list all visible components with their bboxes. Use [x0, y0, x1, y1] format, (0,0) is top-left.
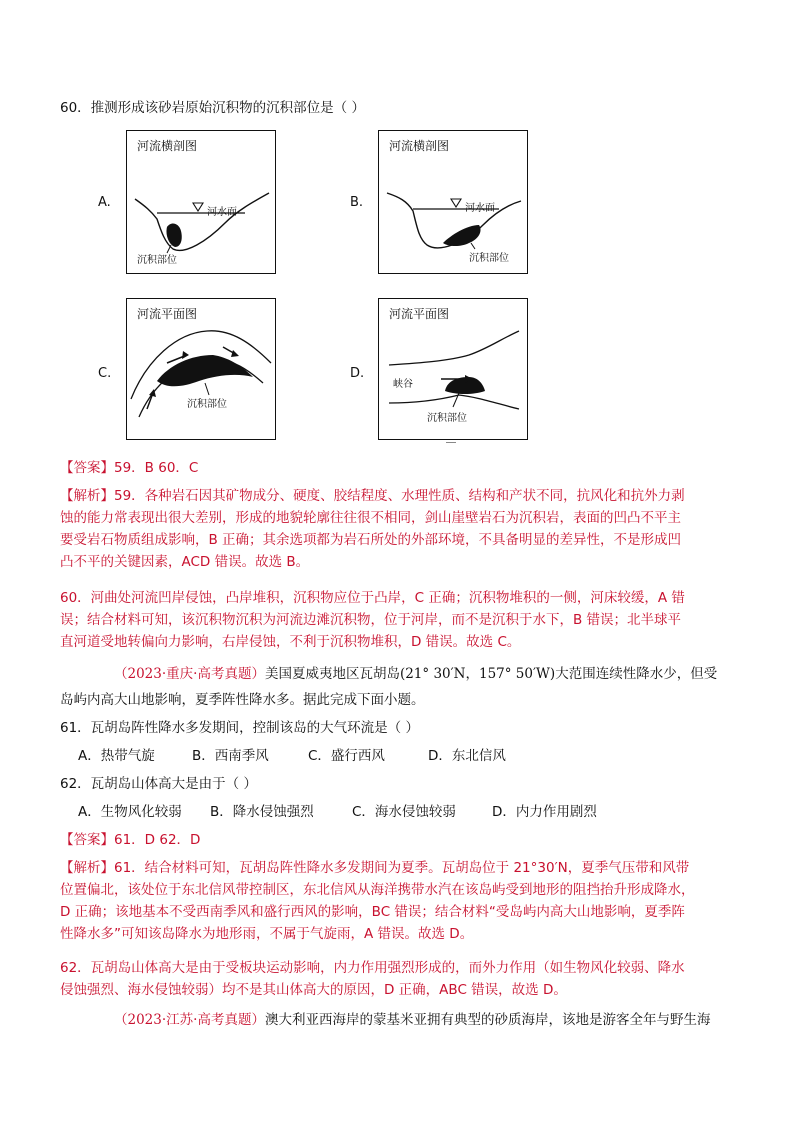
- explanation-tag: 【解析】: [60, 860, 114, 876]
- explanation-59-line-1: [60, 486, 685, 506]
- figure-a-sediment-label: 沉积部位: [137, 255, 177, 266]
- figure-c-title: 河流平面图: [137, 307, 198, 321]
- figure-c-plan-view: [126, 298, 276, 440]
- figure-c-sediment-label: 沉积部位: [187, 399, 227, 410]
- q62-option-b: B．降水侵蚀强烈: [210, 804, 314, 820]
- figure-d-plan-view: [378, 298, 528, 440]
- q62-option-d: D．内力作用剧烈: [492, 804, 597, 820]
- material-2-line-1: [114, 1010, 710, 1030]
- figure-b-title: 河流横剖图: [389, 139, 450, 153]
- option-a-letter: A.: [98, 195, 111, 210]
- explanation-59-line-2: 蚀的能力常表现出很大差别，形成的地貌轮廓往往很不相同，剑山崖壁岩石为沉积岩，表面的凹凸不平主: [60, 510, 681, 526]
- answer-text: 59．B 60．C: [114, 460, 199, 476]
- explanation-60-line-1: 60．河曲处河流凹岸侵蚀，凸岸堆积，沉积物应位于凸岸，C 正确；沉积物堆积的一侧，河床较缓，A 错: [60, 590, 685, 606]
- explanation-62-line-1: 62．瓦胡岛山体高大是由于受板块运动影响，内力作用强烈形成的，而外力作用（如生物风化较弱、降水: [60, 960, 685, 976]
- figure-a-water-label: 河水面: [207, 207, 237, 218]
- answer-59-60: [60, 458, 198, 478]
- material-1-line-2: 岛屿内高大山地影响，夏季阵性降水多。据此完成下面小题。: [60, 692, 425, 708]
- figure-b-sediment-label: 沉积部位: [469, 253, 509, 264]
- figure-a-title: 河流横剖图: [137, 139, 198, 153]
- q61-option-d: D．东北信风: [428, 748, 506, 764]
- figure-b-water-label: 河水面: [465, 203, 495, 214]
- explanation-text: 59．各种岩石因其矿物成分、硬度、胶结程度、水理性质、结构和产状不同，抗风化和抗外力剥: [114, 488, 685, 504]
- q61-option-b: B．西南季风: [192, 748, 269, 764]
- explanation-tag: 【解析】: [60, 488, 114, 504]
- figure-b-cross-section: [378, 130, 528, 274]
- material-2-text: 澳大利亚西海岸的蒙基米亚拥有典型的砂质海岸，该地是游客全年与野生海: [264, 1012, 711, 1028]
- q62-option-c: C．海水侵蚀较弱: [352, 804, 456, 820]
- option-b-letter: B.: [350, 195, 364, 210]
- question-62-stem: 62．瓦胡岛山体高大是由于（ ）: [60, 776, 257, 792]
- question-61-stem: 61．瓦胡岛阵性降水多发期间，控制该岛的大气环流是（ ）: [60, 720, 419, 736]
- explanation-61-line-3: D 正确；该地基本不受西南季风和盛行西风的影响，BC 错误；结合材料“受岛屿内高大山地影响，夏季阵: [60, 904, 685, 920]
- material-2-source: （2023·江苏·高考真题）: [114, 1012, 265, 1028]
- q62-option-a: A．生物风化较弱: [78, 804, 182, 820]
- material-1-source: （2023·重庆·高考真题）: [114, 666, 265, 682]
- figure-divider-mark: [446, 442, 456, 443]
- explanation-61-line-2: 位置偏北，该处位于东北信风带控制区，东北信风从海洋携带水汽在该岛屿受到地形的阻挡抬升形成降水，: [60, 882, 695, 898]
- explanation-61-line-4: 性降水多”可知该岛降水为地形雨，不属于气旋雨，A 错误。故选 D。: [60, 926, 474, 942]
- question-61-options: [78, 746, 506, 766]
- material-1-text: 美国夏威夷地区瓦胡岛(21° 30′N，157° 50′W)大范围连续性降水少，但受: [264, 666, 718, 682]
- option-c-letter: C.: [98, 366, 112, 381]
- q61-option-c: C．盛行西风: [308, 748, 385, 764]
- question-62-options: [78, 802, 597, 822]
- figure-d-sediment-label: 沉积部位: [427, 413, 467, 424]
- explanation-60-line-2: 误；结合材料可知，该沉积物沉积为河流边滩沉积物，位于河岸，而不是沉积于水下，B 错误；北半球平: [60, 612, 682, 628]
- option-d-letter: D.: [350, 366, 365, 381]
- answer-61-62: [60, 830, 200, 850]
- explanation-59-line-4: 凸不平的关键因素，ACD 错误。故选 B。: [60, 554, 310, 570]
- explanation-59-line-3: 要受岩石物质组成影响，B 正确；其余选项都为岩石所处的外部环境，不具备明显的差异性，不是形成凹: [60, 532, 682, 548]
- answer-tag: 【答案】: [60, 460, 114, 476]
- question-60-stem: 60．推测形成该砂岩原始沉积物的沉积部位是（ ）: [60, 100, 365, 116]
- figure-d-canyon-label: 峡谷: [393, 379, 413, 390]
- material-1-line-1: [114, 664, 717, 684]
- explanation-60-line-3: 直河道受地转偏向力影响，右岸侵蚀，不利于沉积物堆积，D 错误。故选 C。: [60, 634, 521, 650]
- figure-d-title: 河流平面图: [389, 307, 450, 321]
- answer-text: 61．D 62．D: [114, 832, 201, 848]
- explanation-61-line-1: [60, 858, 689, 878]
- figure-c-drawing: [127, 299, 275, 439]
- answer-tag: 【答案】: [60, 832, 114, 848]
- explanation-text: 61．结合材料可知，瓦胡岛阵性降水多发期间为夏季。瓦胡岛位于 21°30′N，夏季气压带和风带: [114, 860, 690, 876]
- explanation-62-line-2: 侵蚀强烈、海水侵蚀较弱）均不是其山体高大的原因，D 正确，ABC 错误，故选 D。: [60, 982, 567, 998]
- q61-option-a: A．热带气旋: [78, 748, 155, 764]
- figure-a-cross-section: [126, 130, 276, 274]
